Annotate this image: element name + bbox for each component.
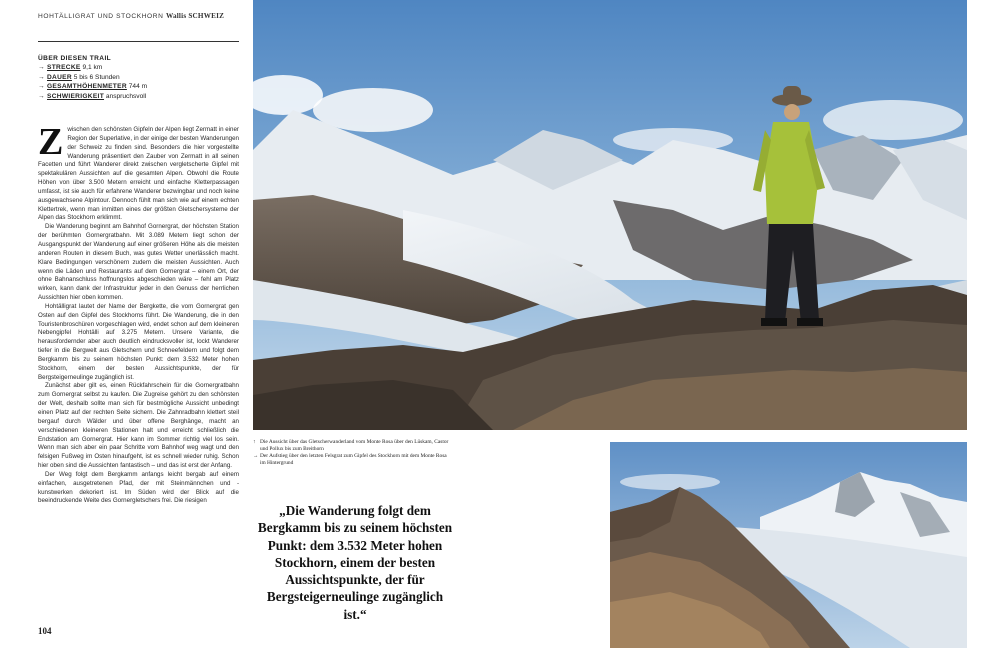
photo-captions [253,439,453,467]
trail-info-row [38,63,239,72]
pull-quote: „Die Wanderung folgt dem Bergkamm bis zu seinem höchsten Punkt: dem 3.532 Meter hohen Stockhorn, einem der besten Aussichtspunkte, der für Bergsteigerneulinge zugänglich ist.“ [257,503,453,622]
paragraph-text: wischen den schönsten Gipfeln der Alpen liegt Zermatt in einer Region der Superlative, in der einige der besten Wanderungen der Schweiz zu finden sind. Besonders die hier vorgestellte Wanderung präsentiert den Zauber von Zermatt in all seinen Facetten und führt Wanderer direkt zwischen vergletscherte Gipfel mit spektakulären Aussichten auf die gesamten Alpen. Obwohl die Route Höhen von über 3.500 Metern erreicht und einfache Kletterpassagen umfasst, ist sie auch für erfahrene Wanderer bezwingbar und noch keine ausgewachsene Alpintour. Dennoch fühlt man sich wie auf einem echten Klettertrek, wenn man inmitten eines der größten Gletschersysteme der Alpen das Stockhorn erklimmt. [38,126,239,222]
trail-info-row [38,73,239,82]
left-page [0,0,250,648]
article-body [38,121,239,506]
arrow-up-icon: ↑ [253,439,256,445]
caption-text: Der Aufstieg über den letzten Felsgrat zum Gipfel des Stockhorn mit dem Monte Rosa im Hintergrund [260,453,447,466]
trail-info-value: anspruchsvoll [105,92,147,100]
trail-info-key: SCHWIERIGKEIT [47,92,105,100]
page-number: 104 [38,626,52,636]
trail-info-row [38,82,239,91]
arrow-right-icon: → [38,64,45,72]
trail-info-title: ÜBER DIESEN TRAIL [38,55,112,62]
ridge-monte-rosa-photo [610,442,967,648]
trail-info-value: 5 bis 6 Stunden [73,73,120,81]
caption-text: Die Aussicht über das Gletscherwanderland vom Monte Rosa über den Lüskam, Castor und Pollux bis zum Breithorn [260,439,449,452]
trail-info-key: DAUER [47,73,72,81]
photo-caption [253,439,453,453]
photo-caption [253,453,453,467]
trail-info-key: STRECKE [47,64,81,72]
hiker-glacier-photo [253,0,967,430]
divider [38,41,239,42]
running-head-location: Wallis SCHWEIZ [165,12,225,20]
article-paragraph: Die Wanderung beginnt am Bahnhof Gornergrat, der höchsten Station der berühmten Gornergratbahn. Mit 3.089 Metern liegt schon der Ausgangspunkt der Wanderung auf einer größeren Höhe als die meisten anderen Routen in diesem Buch, was gutes Wetter unerlässlich macht. Klare Bedingungen verschönern zudem die meisten Aussichten. Auch wenn die Läden und Restaurants auf dem Gornergrat – einem Ort, der ohne Bahnanschluss hoffnungslos abgeschieden wäre – fehl am Platz wirken, kann dank der Infrastruktur jeder in den Genuss der herrlichen Aussichten hier oben kommen. [38,223,239,302]
arrow-right-icon: → [38,92,45,100]
arrow-right-icon: → [253,453,259,459]
arrow-right-icon: → [38,83,45,91]
trail-info-value: 744 m [128,83,148,91]
article-paragraph: Der Weg folgt dem Bergkamm anfangs leicht bergab auf einem einfachen, ausgetretenen Pfad, der mit Steinmännchen und -kunstwerken dekoriert ist. Im Süden wird der Blick auf die beeindruckende Weite des Gornergletschers frei. Die riesigen [38,470,239,505]
trail-info-row [38,92,239,101]
running-head-prefix: HOHTÄLLIGRAT UND STOCKHORN [38,13,164,20]
article-paragraph [38,121,239,223]
trail-info-box [38,54,239,101]
drop-cap: Z [38,121,64,163]
arrow-right-icon: → [38,73,45,81]
running-head [38,12,224,20]
article-paragraph: Hohtälligrat lautet der Name der Bergkette, die vom Gornergrat gen Osten auf den Gipfel des Stockhorns führt. Die Wanderung, die in den Touristenbroschüren vorgeschlagen wird, endet schon auf dem kleineren Nebengipfel Hohtälli auf 3.275 Metern. Unsere Variante, die herausfordernder aber auch deutlich eindrucksvoller ist, lockt Wanderer tiefer in die Bergwelt aus Gletschern und Schneefeldern und folgt dem Bergkamm bis zu seinem höchsten Punkt: dem 3.532 Meter hohen Stockhorn, einem der besten Aussichtspunkte, der für Bergsteigerneulinge zugänglich ist. [38,302,239,381]
trail-info-value: 9,1 km [82,64,103,72]
article-paragraph: Zunächst aber gilt es, einen Rückfahrschein für die Gornergratbahn zum Gornergrat selbst zu kaufen. Die Zugreise gehört zu den schönsten der Welt, deshalb sollte man sich für bestmögliche Aussicht unbedingt einen Platz auf der rechten Seite sichern. Die Zahnradbahn klettert steil bergauf durch Wälder und über offene Berghänge, macht an verschiedenen kleineren Stationen halt und erreicht schließlich die Endstation am Gornergrat. Hier kann im Sommer richtig viel los sein. Wenn man sich aber ein paar Schritte vom Bahnhof weg wagt und den felsigen Fußweg im Osten hinaufgeht, ist es schnell wieder ruhig. Schon hier oben sind die Aussichten fantastisch – und das ist erst der Anfang. [38,382,239,470]
hiker-glacier-illustration [253,0,967,430]
ridge-illustration [610,442,967,648]
trail-info-key: GESAMTHÖHENMETER [47,83,127,91]
